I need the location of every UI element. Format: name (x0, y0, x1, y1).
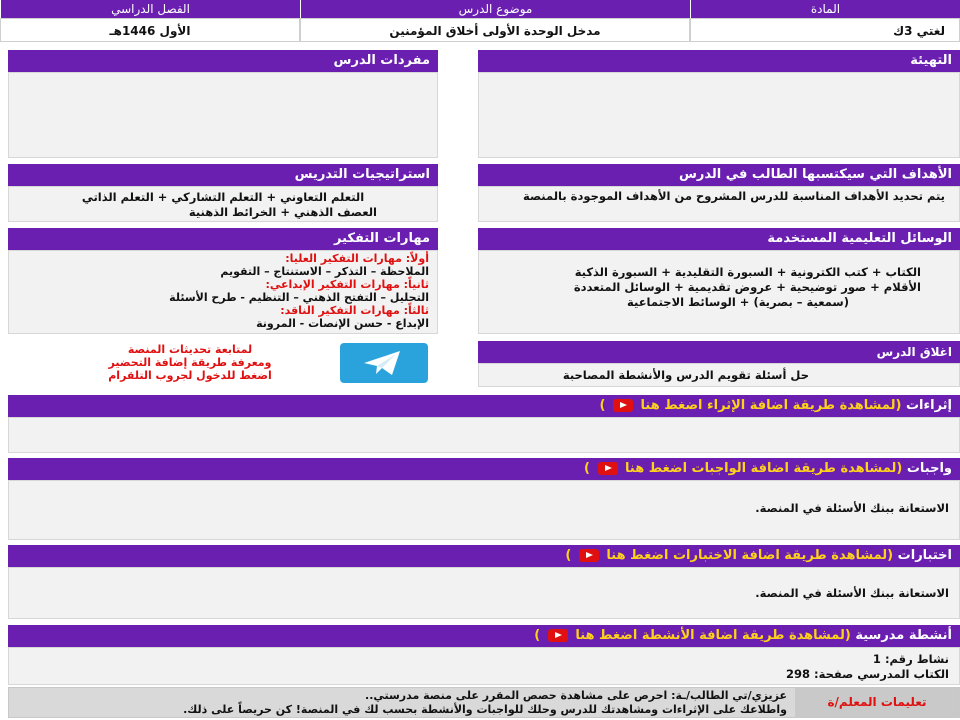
thinking-body (8, 250, 438, 334)
homework-title: واجبات (906, 461, 952, 476)
activities-link-close: ) (534, 628, 541, 643)
activities-book-page: الكتاب المدرسي صفحة: 298 (786, 667, 949, 681)
promo-line1: لمتابعة تحديثات المنصة (127, 343, 253, 356)
thinking-heading-1: أولاً: مهارات التفكير العليا: (285, 252, 429, 265)
tests-link-close: ) (565, 548, 572, 563)
youtube-icon[interactable] (598, 462, 618, 475)
vocabulary-body (8, 72, 438, 158)
teacher-notes-line1: عزيزي/تي الطالب/ـة: احرص على مشاهدة حصص المقرر على منصة مدرستي.. (365, 689, 787, 702)
thinking-header: مهارات التفكير (8, 228, 438, 250)
thinking-text-2: التحليل – التفتح الذهني – التنظيم - طرح الأسئلة (169, 291, 429, 304)
thinking-heading-2: ثانياً: مهارات التفكير الإبداعي: (265, 278, 429, 291)
objectives-body (478, 186, 960, 222)
media-header: الوسائل التعليمية المستخدمة (478, 228, 960, 250)
tests-link[interactable]: (لمشاهدة طريقة اضافة الاختبارات اضغط هنا (606, 548, 894, 563)
subject-value: لغتي 3ك (690, 18, 960, 42)
topic-header: موضوع الدرس (300, 0, 690, 18)
vocabulary-header: مفردات الدرس (8, 50, 438, 72)
enrichment-body (8, 417, 960, 453)
enrichment-link[interactable]: (لمشاهدة طريقة اضافة الإثراء اضغط هنا (640, 398, 902, 413)
warmup-header: التهيئة (478, 50, 960, 72)
promo-line3: اضغط للدخول لجروب التلقرام (108, 369, 272, 382)
strategies-line1: التعلم التعاوني + التعلم التشاركي + التعلم الذاتي (81, 190, 365, 204)
media-body (478, 250, 960, 334)
youtube-icon[interactable] (579, 549, 599, 562)
semester-value: الأول 1446هـ (0, 18, 300, 42)
objectives-text: يتم تحديد الأهداف المناسبة للدرس المشروح من الأهداف الموجودة بالمنصة (523, 189, 945, 203)
thinking-text-3: الإبداع - حسن الإنصات - المرونة (256, 317, 429, 330)
activities-header (8, 625, 960, 647)
activities-body (8, 647, 960, 685)
teacher-notes-label: تعليمات المعلم/ة (795, 688, 959, 717)
subject-header: المادة (690, 0, 960, 18)
strategies-header: استراتيجيات التدريس (8, 164, 438, 186)
lesson-info-table (0, 0, 960, 42)
objectives-header: الأهداف التي سيكتسبها الطالب في الدرس (478, 164, 960, 186)
media-line3: (سمعية – بصرية) + الوسائط الاجتماعية (627, 295, 849, 309)
tests-header (8, 545, 960, 567)
closing-body (478, 363, 960, 387)
semester-header: الفصل الدراسي (0, 0, 300, 18)
topic-value: مدخل الوحدة الأولى أخلاق المؤمنين (300, 18, 690, 42)
tests-text: الاستعانة ببنك الأسئلة في المنصة. (755, 586, 949, 600)
homework-link[interactable]: (لمشاهدة طريقة اضافة الواجبات اضغط هنا (625, 461, 903, 476)
tests-title: اختبارات (897, 548, 952, 563)
media-line1: الكتاب + كتب الكترونية + السبورة التقليدية + السبورة الذكية (574, 265, 921, 279)
media-line2: الأقلام + صور توضيحية + عروض تقديمية + الوسائل المتعددة (573, 280, 921, 294)
homework-link-close: ) (584, 461, 590, 476)
homework-header (8, 458, 960, 480)
strategies-body (8, 186, 438, 222)
homework-text: الاستعانة ببنك الأسئلة في المنصة. (755, 501, 949, 515)
activities-number: نشاط رقم: 1 (872, 652, 949, 666)
promo-text[interactable] (60, 343, 320, 382)
strategies-line2: العصف الذهني + الخرائط الذهنية (188, 205, 377, 219)
enrichment-title: إثراءات (905, 398, 952, 413)
teacher-notes-row (8, 687, 960, 718)
teacher-notes-text (17, 689, 787, 717)
closing-text: حل أسئلة تقويم الدرس والأنشطة المصاحبة (562, 368, 809, 382)
homework-body (8, 480, 960, 540)
enrichment-link-close: ) (599, 398, 606, 413)
activities-title: أنشطة مدرسية (855, 628, 952, 643)
youtube-icon[interactable] (548, 629, 568, 642)
tests-body (8, 567, 960, 619)
warmup-body (478, 72, 960, 158)
promo-line2: ومعرفة طريقة إضافة التحضير (108, 356, 272, 369)
telegram-icon[interactable] (340, 343, 428, 383)
thinking-heading-3: ثالثاً: مهارات التفكير الناقد: (280, 304, 429, 317)
thinking-text-1: الملاحظة – التذكر – الاستنتاج – التقويم (220, 265, 429, 278)
youtube-icon[interactable] (613, 399, 633, 412)
enrichment-header (8, 395, 960, 417)
activities-link[interactable]: (لمشاهدة طريقة اضافة الأنشطة اضغط هنا (575, 628, 851, 643)
teacher-notes-line2: واطلاعك على الإثراءات ومشاهدتك للدرس وحلك للواجبات والأنشطة بحسب لك في المنصة! كن حريصاً على ذلك. (183, 703, 787, 716)
closing-header: اغلاق الدرس (478, 341, 960, 363)
